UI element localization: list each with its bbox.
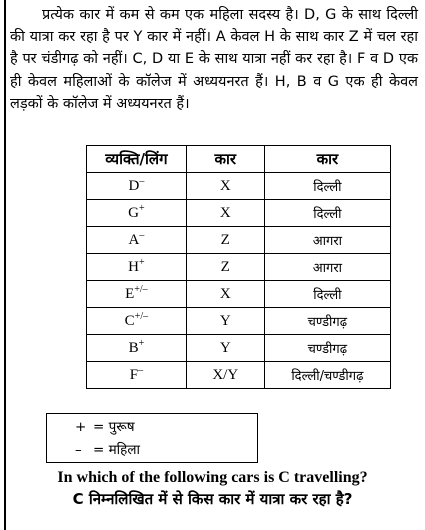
city-cell: दिल्ली/चण्डीगढ़ xyxy=(264,362,390,389)
person-letter: G xyxy=(128,204,139,221)
question-hindi: C निम्नलिखित में से किस कार में यात्रा कर रहा है? xyxy=(72,490,353,508)
legend-symbol: – xyxy=(75,442,82,458)
car-cell: Z xyxy=(186,254,264,281)
person-cell xyxy=(87,254,187,281)
legend-text: = महिला xyxy=(93,442,140,458)
gender-sign: + xyxy=(138,202,145,214)
gender-sign: +/– xyxy=(134,310,149,322)
question-english: In which of the following cars is C travelling? xyxy=(57,469,368,486)
legend-item-female xyxy=(75,440,140,460)
gender-sign: +/– xyxy=(134,283,148,295)
header-car: कार xyxy=(186,146,264,173)
person-letter: B xyxy=(128,339,139,356)
person-cell xyxy=(87,335,187,362)
legend-text: = पुरूष xyxy=(93,419,135,435)
person-letter: E xyxy=(125,285,135,302)
car-cell: Y xyxy=(186,308,264,335)
header-person-gender: व्यक्ति/लिंग xyxy=(87,146,187,173)
car-cell: X xyxy=(186,173,264,200)
table-row xyxy=(87,362,391,389)
table-header-row xyxy=(87,146,391,173)
table-row xyxy=(87,254,391,281)
arrangement-table xyxy=(86,145,391,389)
person-letter: D xyxy=(128,177,140,194)
table-row xyxy=(87,227,391,254)
legend-symbol: + xyxy=(75,419,87,435)
city-cell: दिल्ली xyxy=(264,281,390,308)
city-cell: दिल्ली xyxy=(264,173,390,200)
car-cell: X xyxy=(186,200,264,227)
city-cell: चण्डीगढ़ xyxy=(264,335,390,362)
table-row xyxy=(87,200,391,227)
left-margin-rule xyxy=(4,0,6,530)
gender-sign: + xyxy=(138,337,145,349)
person-cell xyxy=(87,308,187,335)
gender-legend xyxy=(46,413,258,463)
person-cell xyxy=(87,173,187,200)
city-cell: दिल्ली xyxy=(264,200,390,227)
table-row xyxy=(87,335,391,362)
city-cell: चण्डीगढ़ xyxy=(264,308,390,335)
person-letter: F xyxy=(129,366,139,383)
person-cell xyxy=(87,200,187,227)
city-cell: आगरा xyxy=(264,254,390,281)
person-cell xyxy=(87,227,187,254)
gender-sign: – xyxy=(138,364,144,376)
table-row xyxy=(87,173,391,200)
person-letter: H xyxy=(128,258,139,275)
gender-sign: + xyxy=(138,256,145,268)
car-cell: Y xyxy=(186,335,264,362)
gender-sign: – xyxy=(139,175,145,187)
table-row xyxy=(87,308,391,335)
header-car-destination: कार xyxy=(264,146,390,173)
city-cell: आगरा xyxy=(264,227,390,254)
person-letter: C xyxy=(124,312,135,329)
person-cell xyxy=(87,362,187,389)
legend-item-male xyxy=(75,417,135,437)
car-cell: X xyxy=(186,281,264,308)
person-letter: A xyxy=(128,231,140,248)
car-cell: Z xyxy=(186,227,264,254)
person-cell xyxy=(87,281,187,308)
table-row xyxy=(87,281,391,308)
car-cell: X/Y xyxy=(186,362,264,389)
puzzle-paragraph: प्रत्येक कार में कम से कम एक महिला सदस्य है। D, G के साथ दिल्ली की यात्रा कर रहा है पर Y कार में नहीं। A केवल H के साथ कार Z में चल रहा है पर चंडीगढ़ को नहीं। C, D या E के साथ यात्रा नहीं कर रहा है। F व D एक ही केवल महिलाओं के कॉलेज में अध्ययनरत हैं। H, B व G एक ही केवल लड़कों के कॉलेज में अध्ययनरत हैं। xyxy=(10,7,418,112)
gender-sign: – xyxy=(139,229,145,241)
